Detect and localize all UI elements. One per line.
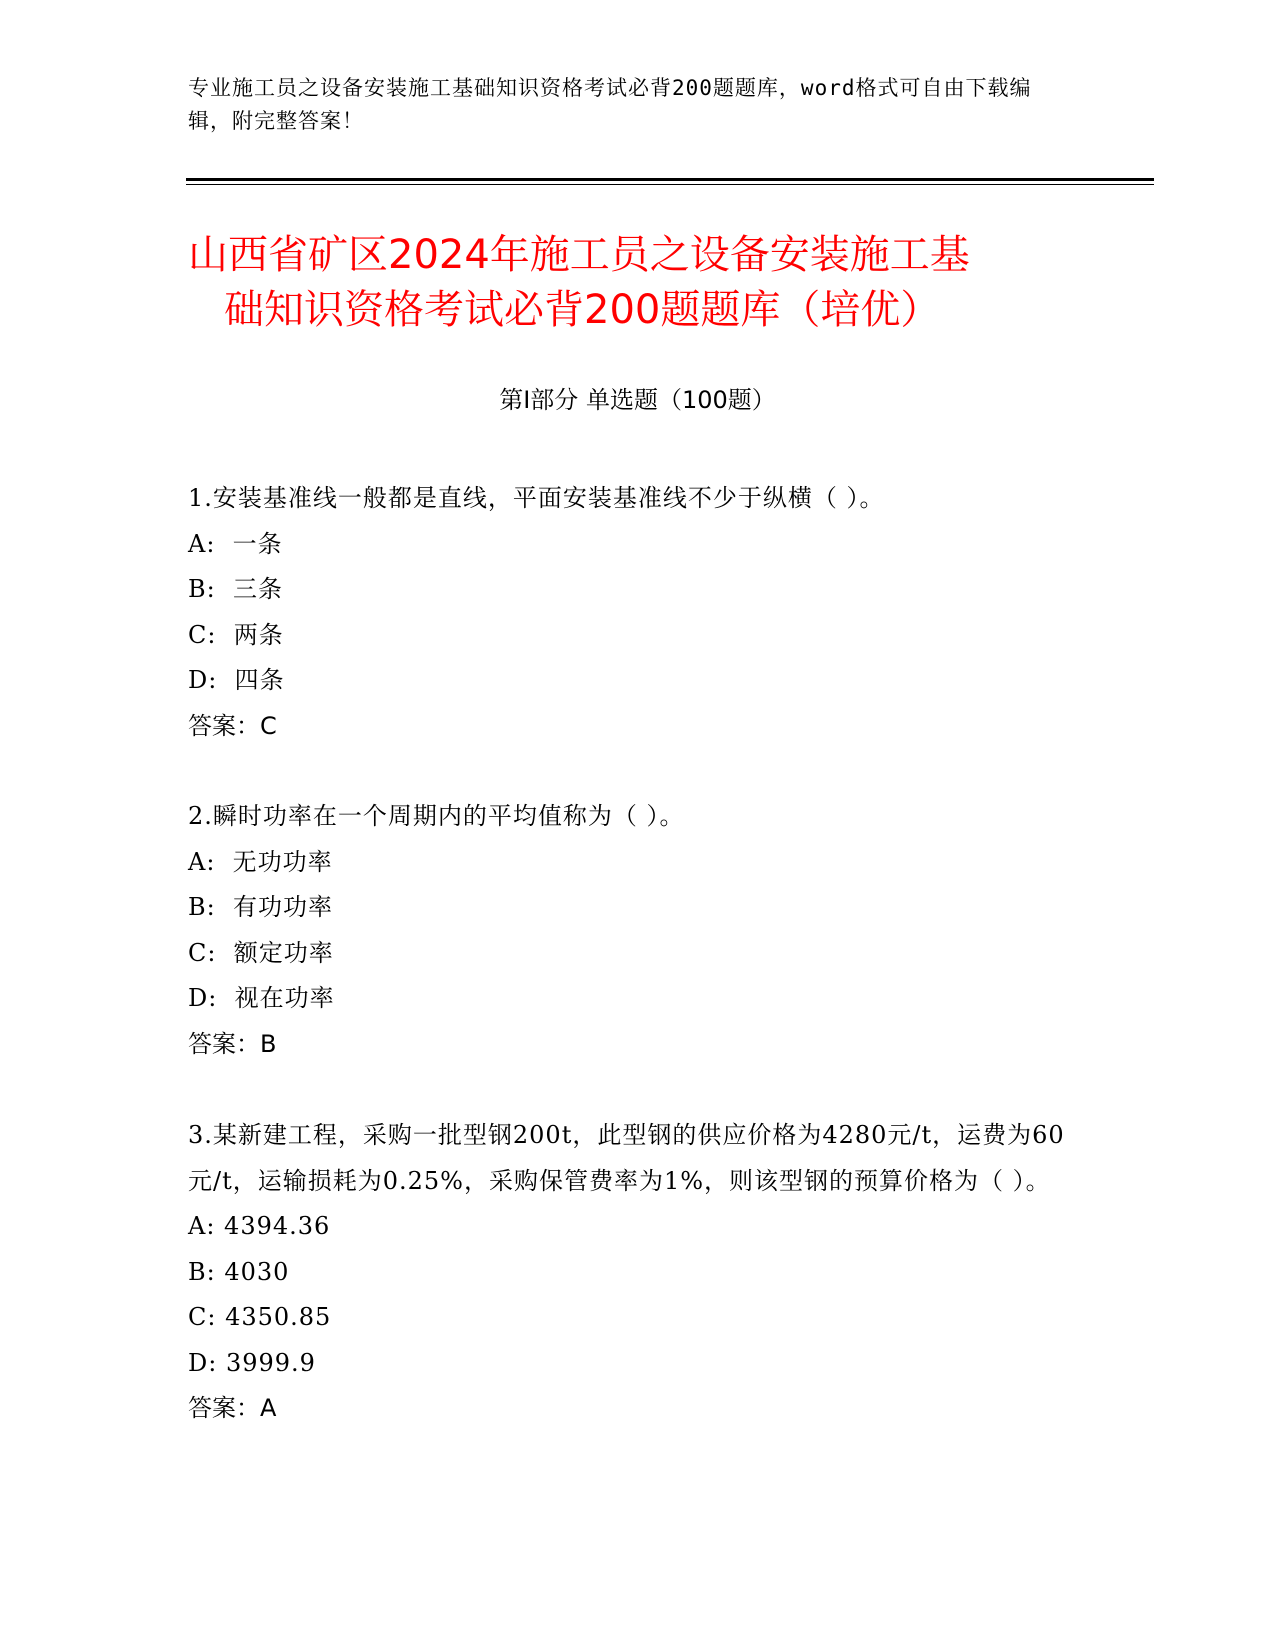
question-stem: 1.安装基准线一般都是直线，平面安装基准线不少于纵横（ ）。	[188, 484, 885, 512]
question-2	[188, 794, 1088, 1067]
option-c: C: 4350.85	[188, 1303, 332, 1331]
question-stem: 3.某新建工程，采购一批型钢200t，此型钢的供应价格为4280元/t，运费为60元/t，运输损耗为0.25%，采购保管费率为1%，则该型钢的预算价格为（ ）。	[188, 1121, 1065, 1195]
answer-text: 答案：B	[188, 1029, 277, 1058]
option-a: A: 无功功率	[188, 847, 333, 876]
option-d: D: 四条	[188, 666, 285, 694]
header-divider-thin	[186, 184, 1154, 185]
answer-text: 答案：A	[188, 1394, 277, 1422]
option-d: D: 视在功率	[188, 984, 335, 1012]
question-1	[188, 476, 1088, 749]
question-stem: 2.瞬时功率在一个周期内的平均值称为（ ）。	[188, 802, 685, 830]
option-b: B: 4030	[188, 1257, 290, 1286]
header-divider-thick	[186, 178, 1154, 181]
section-heading: 第Ⅰ部分 单选题（100题）	[499, 386, 776, 414]
option-a: A: 一条	[188, 529, 283, 558]
header-note: 专业施工员之设备安装施工基础知识资格考试必背200题题库，word格式可自由下载编辑，附完整答案！	[188, 76, 1032, 133]
option-b: B: 有功功率	[188, 893, 333, 921]
option-a: A: 4394.36	[188, 1212, 331, 1240]
answer-text: 答案：C	[188, 711, 277, 740]
document-title-line1: 山西省矿区2024年施工员之设备安装施工基	[188, 232, 970, 278]
option-b: B: 三条	[188, 575, 283, 603]
option-c: C: 两条	[188, 620, 284, 649]
option-c: C: 额定功率	[188, 938, 334, 967]
document-title	[188, 228, 1088, 338]
question-3	[188, 1113, 1088, 1432]
document-title-line2: 础知识资格考试必背200题题库（培优）	[224, 287, 941, 333]
option-d: D: 3999.9	[188, 1348, 316, 1377]
